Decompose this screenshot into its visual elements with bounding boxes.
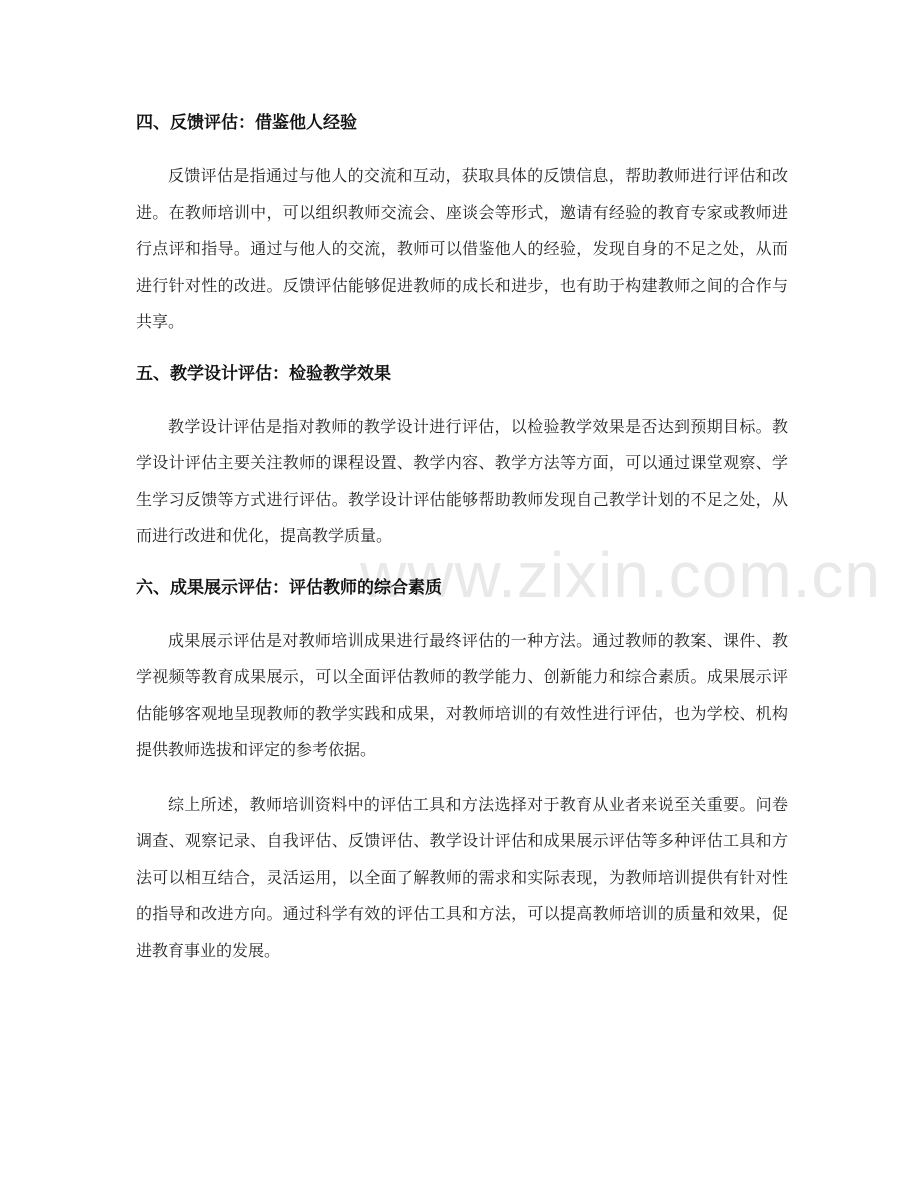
section-paragraph-teaching-design: 教学设计评估是指对教师的教学设计进行评估，以检验教学效果是否达到预期目标。教学设计评估主要关注教师的课程设置、教学内容、教学方法等方面，可以通过课堂观察、学生学习反馈等方式进行评估。教学设计评估能够帮助教师发现自己教学计划的不足之处，从而进行改进和优化，提高教学质量。 [136, 416, 788, 545]
conclusion-paragraph: 综上所述，教师培训资料中的评估工具和方法选择对于教育从业者来说至关重要。问卷调查、观察记录、自我评估、反馈评估、教学设计评估和成果展示评估等多种评估工具和方法可以相互结合，灵活运用，以全面了解教师的需求和实际表现，为教师培训提供有针对性的指导和改进方向。通过科学有效的评估工具和方法，可以提高教师培训的质量和效果，促进教育事业的发展。 [136, 794, 788, 960]
section-heading-feedback: 四、反馈评估：借鉴他人经验 [136, 113, 357, 133]
document-page [136, 108, 788, 987]
section-paragraph-feedback: 反馈评估是指通过与他人的交流和互动，获取具体的反馈信息，帮助教师进行评估和改进。在教师培训中，可以组织教师交流会、座谈会等形式，邀请有经验的教育专家或教师进行点评和指导。通过与他人的交流，教师可以借鉴他人的经验，发现自身的不足之处，从而进行针对性的改进。反馈评估能够促进教师的成长和进步，也有助于构建教师之间的合作与共享。 [136, 166, 788, 331]
section-paragraph-achievement: 成果展示评估是对教师培训成果进行最终评估的一种方法。通过教师的教案、课件、教学视频等教育成果展示，可以全面评估教师的教学能力、创新能力和综合素质。成果展示评估能够客观地呈现教师的教学实践和成果，对教师培训的有效性进行评估，也为学校、机构提供教师选拔和评定的参考依据。 [136, 630, 788, 759]
section-heading-achievement: 六、成果展示评估：评估教师的综合素质 [136, 577, 442, 598]
section-heading-teaching-design: 五、教学设计评估：检验教学效果 [136, 363, 391, 384]
watermark: www.zixin.com.cn [360, 539, 881, 611]
